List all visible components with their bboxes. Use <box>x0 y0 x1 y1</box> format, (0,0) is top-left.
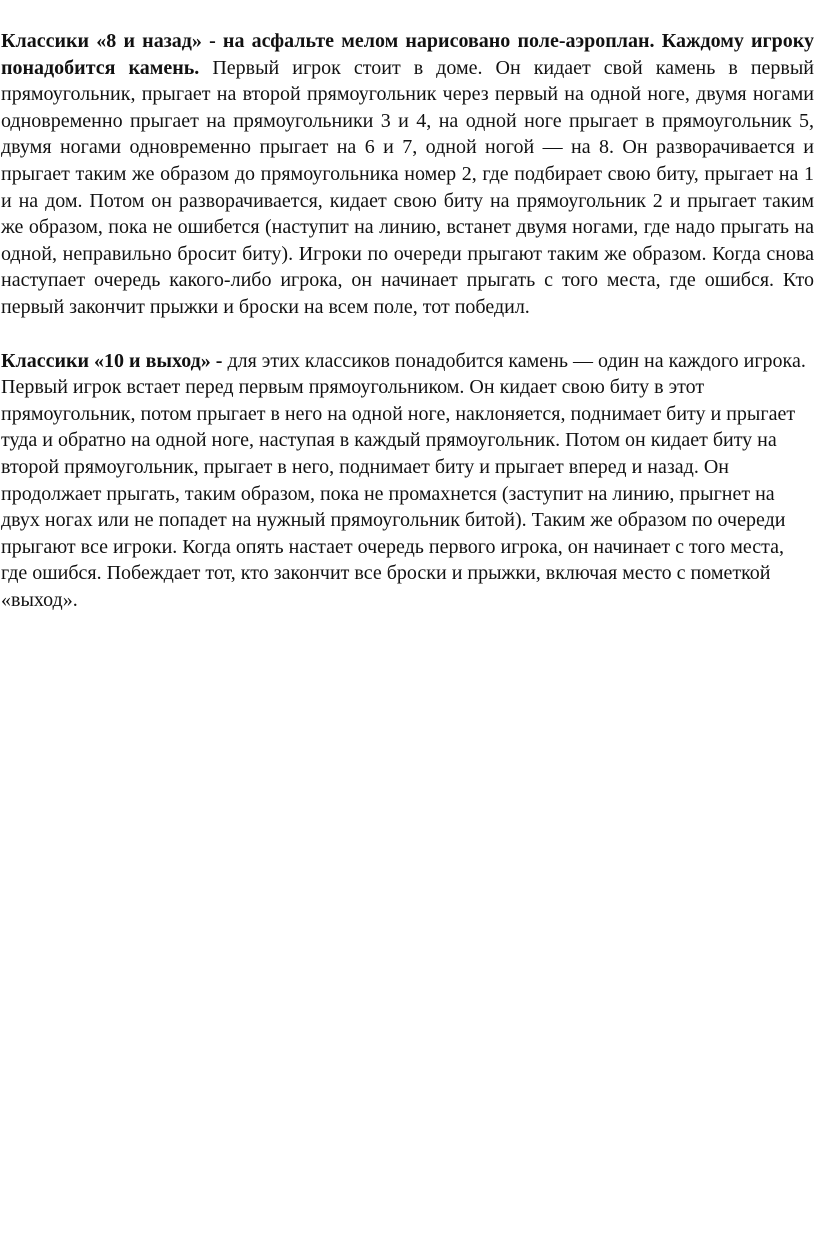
section-10-and-exit <box>1 348 814 614</box>
section-8-and-back-body: Первый игрок стоит в доме. Он кидает свой камень в первый прямоугольник, прыгает на второй прямоугольник через первый на одной ноге, двумя ногами одновременно прыгает на прямоугольники 3 и 4, на одной ноге прыгает в прямоугольник 5, двумя ногами одновременно прыгает на 6 и 7, одной ногой — на 8. Он разворачивается и прыгает таким же образом до прямоугольника номер 2, где подбирает свою биту, прыгает на 1 и на дом. Потом он разворачивается, кидает свою биту на прямоугольник 2 и прыгает таким же образом, пока не ошибется (наступит на линию, встанет двумя ногами, где надо прыгать на одной, неправильно бросит биту). Игроки по очереди прыгают таким же образом. Когда снова наступает очередь какого-либо игрока, он начинает прыгать с того места, где ошибся. Кто первый закончит прыжки и броски на всем поле, тот победил. <box>1 56 814 318</box>
section-10-and-exit-body: для этих классиков понадобится камень — один на каждого игрока. Первый игрок встает перед первым прямоугольником. Он кидает свою биту в этот прямоугольник, потом прыгает в него на одной ноге, наклоняется, поднимает биту и прыгает туда и обратно на одной ноге, наступая в каждый прямоугольник. Потом он кидает биту на второй прямоугольник, прыгает в него, поднимает биту и прыгает вперед и назад. Он продолжает прыгать, таким образом, пока не промахнется (заступит на линию, прыгнет на двух ногах или не попадет на нужный прямоугольник битой). Таким же образом по очереди прыгают все игроки. Когда опять настает очередь первого игрока, он начинает с того места, где ошибся. Побеждает тот, кто закончит все броски и прыжки, включая место с пометкой «выход». <box>1 349 806 611</box>
section-10-and-exit-heading: Классики «10 и выход» - <box>1 349 223 372</box>
paragraph-gap <box>1 321 814 348</box>
section-8-and-back-heading: Классики «8 и назад» - на асфальте мелом нарисовано поле-аэроплан. Каждому игроку понадобится камень. <box>1 30 814 79</box>
section-8-and-back <box>1 28 814 321</box>
document-page <box>0 28 816 613</box>
